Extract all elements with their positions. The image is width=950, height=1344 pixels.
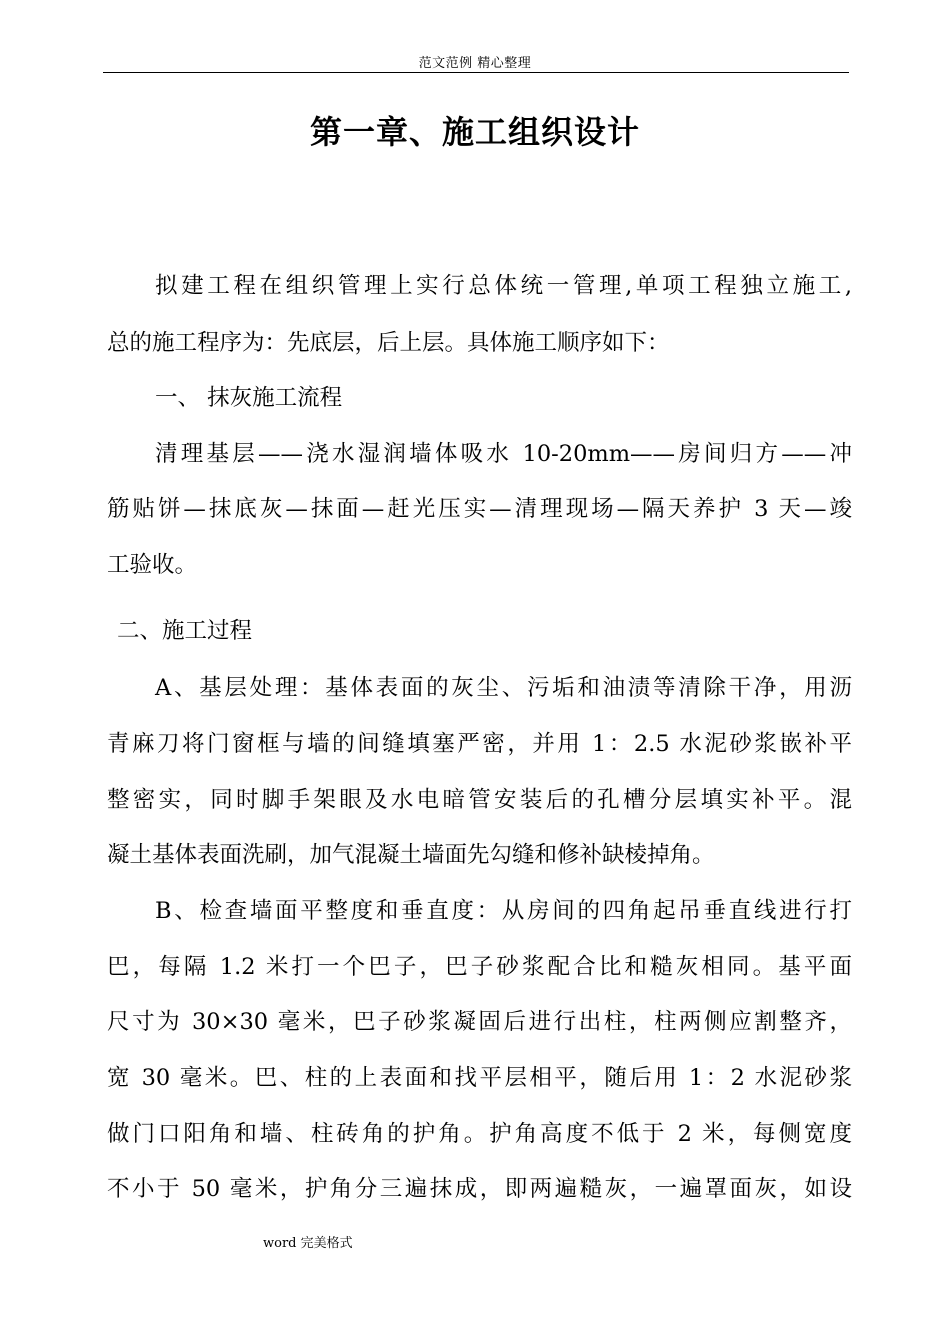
paragraph-line: B、检查墙面平整度和垂直度：从房间的四角起吊垂直线进行打 (155, 898, 852, 924)
chapter-title: 第一章、施工组织设计 (309, 113, 640, 151)
paragraph-line: 清理基层——浇水湿润墙体吸水 10-20mm——房间归方——冲 (155, 441, 852, 467)
paragraph-line: 做门口阳角和墙、柱砖角的护角。护角高度不低于 2 米，每侧宽度 (107, 1121, 852, 1147)
header-rule (103, 72, 849, 73)
section-heading: 一、 抹灰施工流程 (155, 385, 343, 411)
paragraph-line: 不小于 50 毫米，护角分三遍抹成，即两遍糙灰，一遍罩面灰，如设 (107, 1176, 852, 1202)
paragraph-line: 尺寸为 30×30 毫米，巴子砂浆凝固后进行出柱，柱两侧应割整齐， (107, 1009, 852, 1035)
section-heading: 二、施工过程 (117, 618, 253, 644)
paragraph-line: A、基层处理：基体表面的灰尘、污垢和油渍等清除干净，用沥 (155, 675, 852, 701)
paragraph-line: 筋贴饼—抹底灰—抹面—赶光压实—清理现场—隔天养护 3 天—竣 (107, 496, 852, 522)
page-footer: word 完美格式 (263, 1236, 353, 1251)
paragraph-line: 巴，每隔 1.2 米打一个巴子，巴子砂浆配合比和糙灰相同。基平面 (107, 954, 852, 980)
paragraph-line: 凝土基体表面洗刷，加气混凝土墙面先勾缝和修补缺棱掉角。 (107, 842, 715, 868)
paragraph-line: 宽 30 毫米。巴、柱的上表面和找平层相平，随后用 1：2 水泥砂浆 (107, 1065, 852, 1091)
paragraph-line: 青麻刀将门窗框与墙的间缝填塞严密，并用 1：2.5 水泥砂浆嵌补平 (107, 731, 852, 757)
paragraph-line: 工验收。 (107, 552, 198, 578)
paragraph-line: 总的施工程序为：先底层，后上层。具体施工顺序如下： (107, 330, 670, 356)
paragraph-line: 整密实，同时脚手架眼及水电暗管安装后的孔槽分层填实补平。混 (107, 787, 852, 813)
paragraph-line: 拟建工程在组织管理上实行总体统一管理,单项工程独立施工, (155, 273, 852, 299)
header-text: 范文范例 精心整理 (418, 56, 532, 71)
